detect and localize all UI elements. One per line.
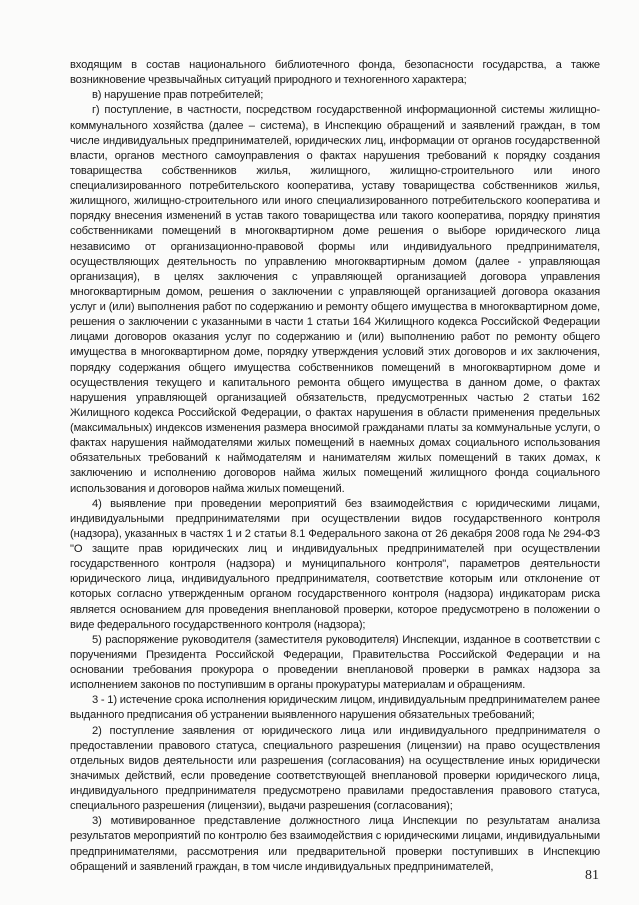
paragraph-item-3-1: 3 - 1) истечение срока исполнения юридическим лицом, индивидуальным предпринимателем ранее выданного предписания об устранении выявленного нарушения обязательных требований;	[70, 694, 600, 722]
page-number: 81	[585, 868, 599, 883]
document-body	[70, 58, 600, 875]
paragraph-item-3: 3) мотивированное представление должностного лица Инспекции по результатам анализа результатов мероприятий по контролю без взаимодействия с юридическими лицами, индивидуальными предпринимателями, рассмотрения или предварительной проверки поступивших в Инспекцию обращений и заявлений граждан, в том числе индивидуальных предпринимателей,	[70, 815, 600, 873]
paragraph-item-v: в) нарушение прав потребителей;	[92, 89, 264, 102]
paragraph-item-g: г) поступление, в частности, посредством государственной информационной системы жилищно-коммунального хозяйства (далее – система), в Инспекцию обращений и заявлений граждан, в том числе индивидуальных предпринимателей, юридических лиц, информации от органов государственной власти, органов местного самоуправления о фактах нарушения требований к порядку создания товарищества собственников жилья, жилищного, жилищно-строительного или иного специализированного потребительского кооператива, уставу товарищества собственников жилья, жилищного, жилищно-строительного или иного специализированного потребительского кооператива и порядку внесения изменений в устав такого товарищества или такого кооператива, порядку принятия собственниками помещений в многоквартирном доме решения о выборе юридического лица независимо от организационно-правовой формы или индивидуального предпринимателя, осуществляющих деятельность по управлению многоквартирным домом (далее - управляющая организация), в целях заключения с управляющей организацией договора управления многоквартирным домом, решения о заключении с управляющей организацией договора оказания услуг и (или) выполнения работ по содержанию и ремонту общего имущества в многоквартирном доме, решения о заключении с указанными в части 1 статьи 164 Жилищного кодекса Российской Федерации лицами договоров оказания услуг по содержанию и (или) выполнению работ по ремонту общего имущества в многоквартирном доме, порядку утверждения условий этих договоров и их заключения, порядку содержания общего имущества собственников помещений в многоквартирном доме и осуществления текущего и капитального ремонта общего имущества в данном доме, о фактах нарушения управляющей организацией обязательств, предусмотренных частью 2 статьи 162 Жилищного кодекса Российской Федерации, о фактах нарушения в области применения предельных (максимальных) индексов изменения размера вносимой гражданами платы за коммунальные услуги, о фактах нарушения наймодателями жилых помещений в наемных домах социального использования обязательных требований к наймодателям и нанимателям жилых помещений в таких домах, к заключению и исполнению договоров найма жилых помещений жилищного фонда социального использования и договоров найма жилых помещений.	[70, 104, 600, 495]
paragraph-item-5: 5) распоряжение руководителя (заместителя руководителя) Инспекции, изданное в соответствии с поручениями Президента Российской Федерации, Правительства Российской Федерации и на основании требования прокурора о проведении внеплановой проверки в рамках надзора за исполнением законов по поступившим в органы прокуратуры материалам и обращениям.	[70, 633, 600, 692]
paragraph-continuation: входящим в состав национального библиотечного фонда, безопасности государства, а также возникновение чрезвычайных ситуаций природного и техногенного характера;	[70, 59, 600, 87]
paragraph-item-4: 4) выявление при проведении мероприятий без взаимодействия с юридическими лицами, индивидуальными предпринимателями при осуществлении видов государственного контроля (надзора), указанных в частях 1 и 2 статьи 8.1 Федерального закона от 26 декабря 2008 года № 294-ФЗ "О защите прав юридических лиц и индивидуальных предпринимателей при осуществлении государственного контроля (надзора) и муниципального контроля", параметров деятельности юридического лица, индивидуального предпринимателя, соответствие которым или отклонение от которых согласно утвержденным органом государственного контроля (надзора) индикаторам риска является основанием для проведения внеплановой проверки, которое предусмотрено в положении о виде федерального государственного контроля (надзора);	[70, 497, 600, 631]
paragraph-item-2: 2) поступление заявления от юридического лица или индивидуального предпринимателя о предоставлении правового статуса, специального разрешения (лицензии) на право осуществления отдельных видов деятельности или разрешения (согласования) на осуществление иных юридически значимых действий, если проведение соответствующей внеплановой проверки юридического лица, индивидуального предпринимателя предусмотрено правилами предоставления правового статуса, специального разрешения (лицензии), выдачи разрешения (согласования);	[70, 724, 600, 813]
